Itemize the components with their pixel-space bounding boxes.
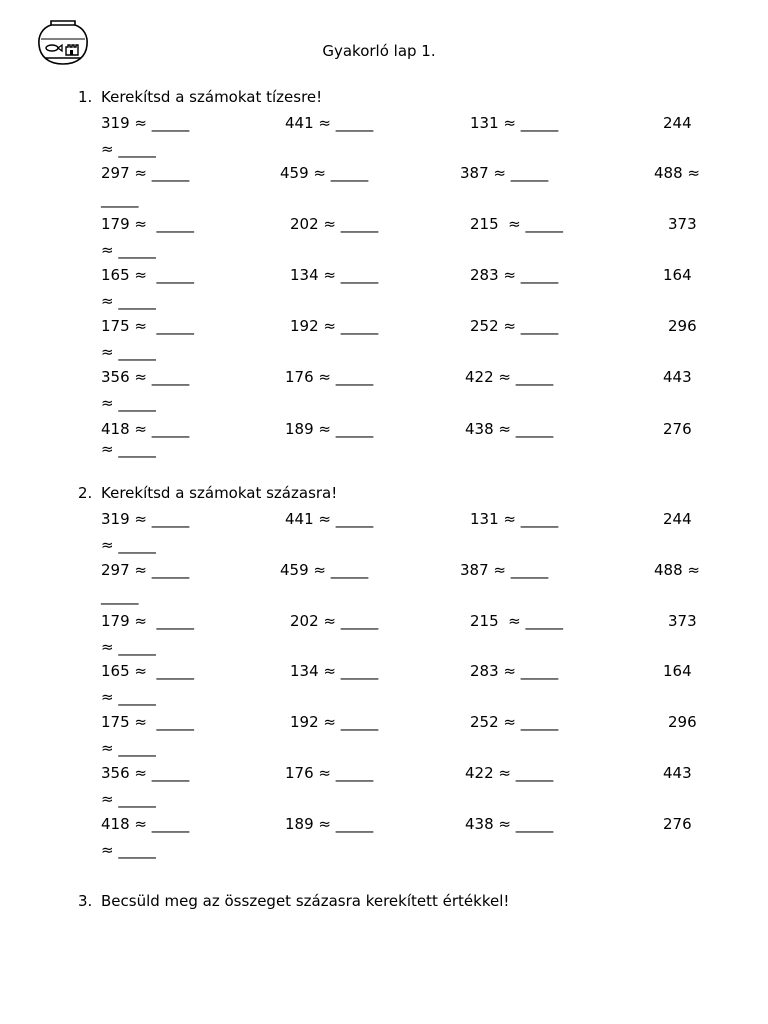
- exercise-item: 175 ≈ _____: [101, 317, 195, 335]
- exercise-item: 276: [663, 420, 692, 438]
- exercise-item: 418 ≈ _____: [101, 420, 190, 438]
- section-number: 3.: [78, 892, 93, 910]
- exercise-item: 297 ≈ _____: [101, 164, 190, 182]
- exercise-row: [0, 662, 768, 713]
- exercise-row: [0, 764, 768, 815]
- exercise-item: 276: [663, 815, 692, 833]
- section-number: 1.: [78, 88, 93, 106]
- exercise-item: 387 ≈ _____: [460, 164, 549, 182]
- exercise-item: 164: [663, 662, 692, 680]
- exercise-item: 165 ≈ _____: [101, 662, 195, 680]
- section-heading-text: Kerekítsd a számokat tízesre!: [101, 88, 323, 106]
- exercise-item: 192 ≈ _____: [290, 317, 379, 335]
- exercise-item: 296: [668, 317, 697, 335]
- exercise-item: 134 ≈ _____: [290, 266, 379, 284]
- exercise-item: 202 ≈ _____: [290, 215, 379, 233]
- exercise-item: 131 ≈ _____: [470, 510, 559, 528]
- exercise-item: 179 ≈ _____: [101, 215, 195, 233]
- exercise-item: 319 ≈ _____: [101, 510, 190, 528]
- exercise-item: 356 ≈ _____: [101, 764, 190, 782]
- exercise-item-continuation: ≈ _____: [101, 292, 156, 310]
- exercise-item: 438 ≈ _____: [465, 815, 554, 833]
- exercise-row: [0, 317, 768, 368]
- exercise-item: 189 ≈ _____: [285, 420, 374, 438]
- exercise-row: [0, 114, 768, 165]
- exercise-item: 215 ≈ _____: [470, 215, 564, 233]
- section-heading-text: Becsüld meg az összeget százasra kerekített értékkel!: [101, 892, 510, 910]
- section-heading: [78, 484, 337, 502]
- exercise-item: 189 ≈ _____: [285, 815, 374, 833]
- exercise-row: [0, 510, 768, 561]
- exercise-item: 422 ≈ _____: [465, 368, 554, 386]
- exercise-item: 373: [668, 612, 697, 630]
- exercise-item: 319 ≈ _____: [101, 114, 190, 132]
- exercise-row: [0, 561, 768, 612]
- section-heading: [78, 88, 322, 106]
- exercise-item: 283 ≈ _____: [470, 266, 559, 284]
- exercise-item: 438 ≈ _____: [465, 420, 554, 438]
- exercise-item: 283 ≈ _____: [470, 662, 559, 680]
- exercise-item-continuation: ≈ _____: [101, 440, 156, 458]
- section-heading-text: Kerekítsd a számokat százasra!: [101, 484, 338, 502]
- exercise-item: 176 ≈ _____: [285, 368, 374, 386]
- exercise-item: 418 ≈ _____: [101, 815, 190, 833]
- exercise-item: 373: [668, 215, 697, 233]
- exercise-item: 252 ≈ _____: [470, 317, 559, 335]
- exercise-row: [0, 215, 768, 266]
- exercise-item: 179 ≈ _____: [101, 612, 195, 630]
- exercise-item-continuation: ≈ _____: [101, 140, 156, 158]
- exercise-item: 356 ≈ _____: [101, 368, 190, 386]
- exercise-item-continuation: ≈ _____: [101, 394, 156, 412]
- exercise-item: 296: [668, 713, 697, 731]
- section-number: 2.: [78, 484, 93, 502]
- exercise-item: 488 ≈: [654, 164, 700, 182]
- exercise-item-continuation: ≈ _____: [101, 688, 156, 706]
- exercise-row: [0, 612, 768, 663]
- exercise-item: 215 ≈ _____: [470, 612, 564, 630]
- page-title: Gyakorló lap 1.: [322, 42, 436, 60]
- exercise-row: [0, 713, 768, 764]
- exercise-item: 192 ≈ _____: [290, 713, 379, 731]
- exercise-item-continuation: _____: [101, 587, 139, 605]
- exercise-row: [0, 266, 768, 317]
- exercise-item-continuation: ≈ _____: [101, 841, 156, 859]
- exercise-item: 422 ≈ _____: [465, 764, 554, 782]
- exercise-item: 252 ≈ _____: [470, 713, 559, 731]
- exercise-item: 175 ≈ _____: [101, 713, 195, 731]
- exercise-item: 297 ≈ _____: [101, 561, 190, 579]
- exercise-item: 131 ≈ _____: [470, 114, 559, 132]
- exercise-item: 244: [663, 114, 692, 132]
- exercise-item: 459 ≈ _____: [280, 164, 369, 182]
- exercise-item: 488 ≈: [654, 561, 700, 579]
- exercise-row: [0, 368, 768, 419]
- exercise-item: 443: [663, 764, 692, 782]
- exercise-item-continuation: ≈ _____: [101, 536, 156, 554]
- exercise-item-continuation: ≈ _____: [101, 739, 156, 757]
- exercise-item-continuation: ≈ _____: [101, 638, 156, 656]
- exercise-item: 441 ≈ _____: [285, 114, 374, 132]
- exercise-item: 176 ≈ _____: [285, 764, 374, 782]
- exercise-item: 165 ≈ _____: [101, 266, 195, 284]
- exercise-item: 443: [663, 368, 692, 386]
- exercise-item-continuation: ≈ _____: [101, 241, 156, 259]
- exercise-item: 387 ≈ _____: [460, 561, 549, 579]
- exercise-item: 441 ≈ _____: [285, 510, 374, 528]
- exercise-item: 202 ≈ _____: [290, 612, 379, 630]
- exercise-item: 459 ≈ _____: [280, 561, 369, 579]
- exercise-item: 164: [663, 266, 692, 284]
- exercise-item-continuation: ≈ _____: [101, 343, 156, 361]
- exercise-row: [0, 164, 768, 215]
- exercise-item-continuation: _____: [101, 190, 139, 208]
- section-heading: [78, 892, 509, 910]
- exercise-item: 244: [663, 510, 692, 528]
- exercise-row: [0, 420, 768, 471]
- exercise-item: 134 ≈ _____: [290, 662, 379, 680]
- exercise-item-continuation: ≈ _____: [101, 790, 156, 808]
- exercise-row: [0, 815, 768, 866]
